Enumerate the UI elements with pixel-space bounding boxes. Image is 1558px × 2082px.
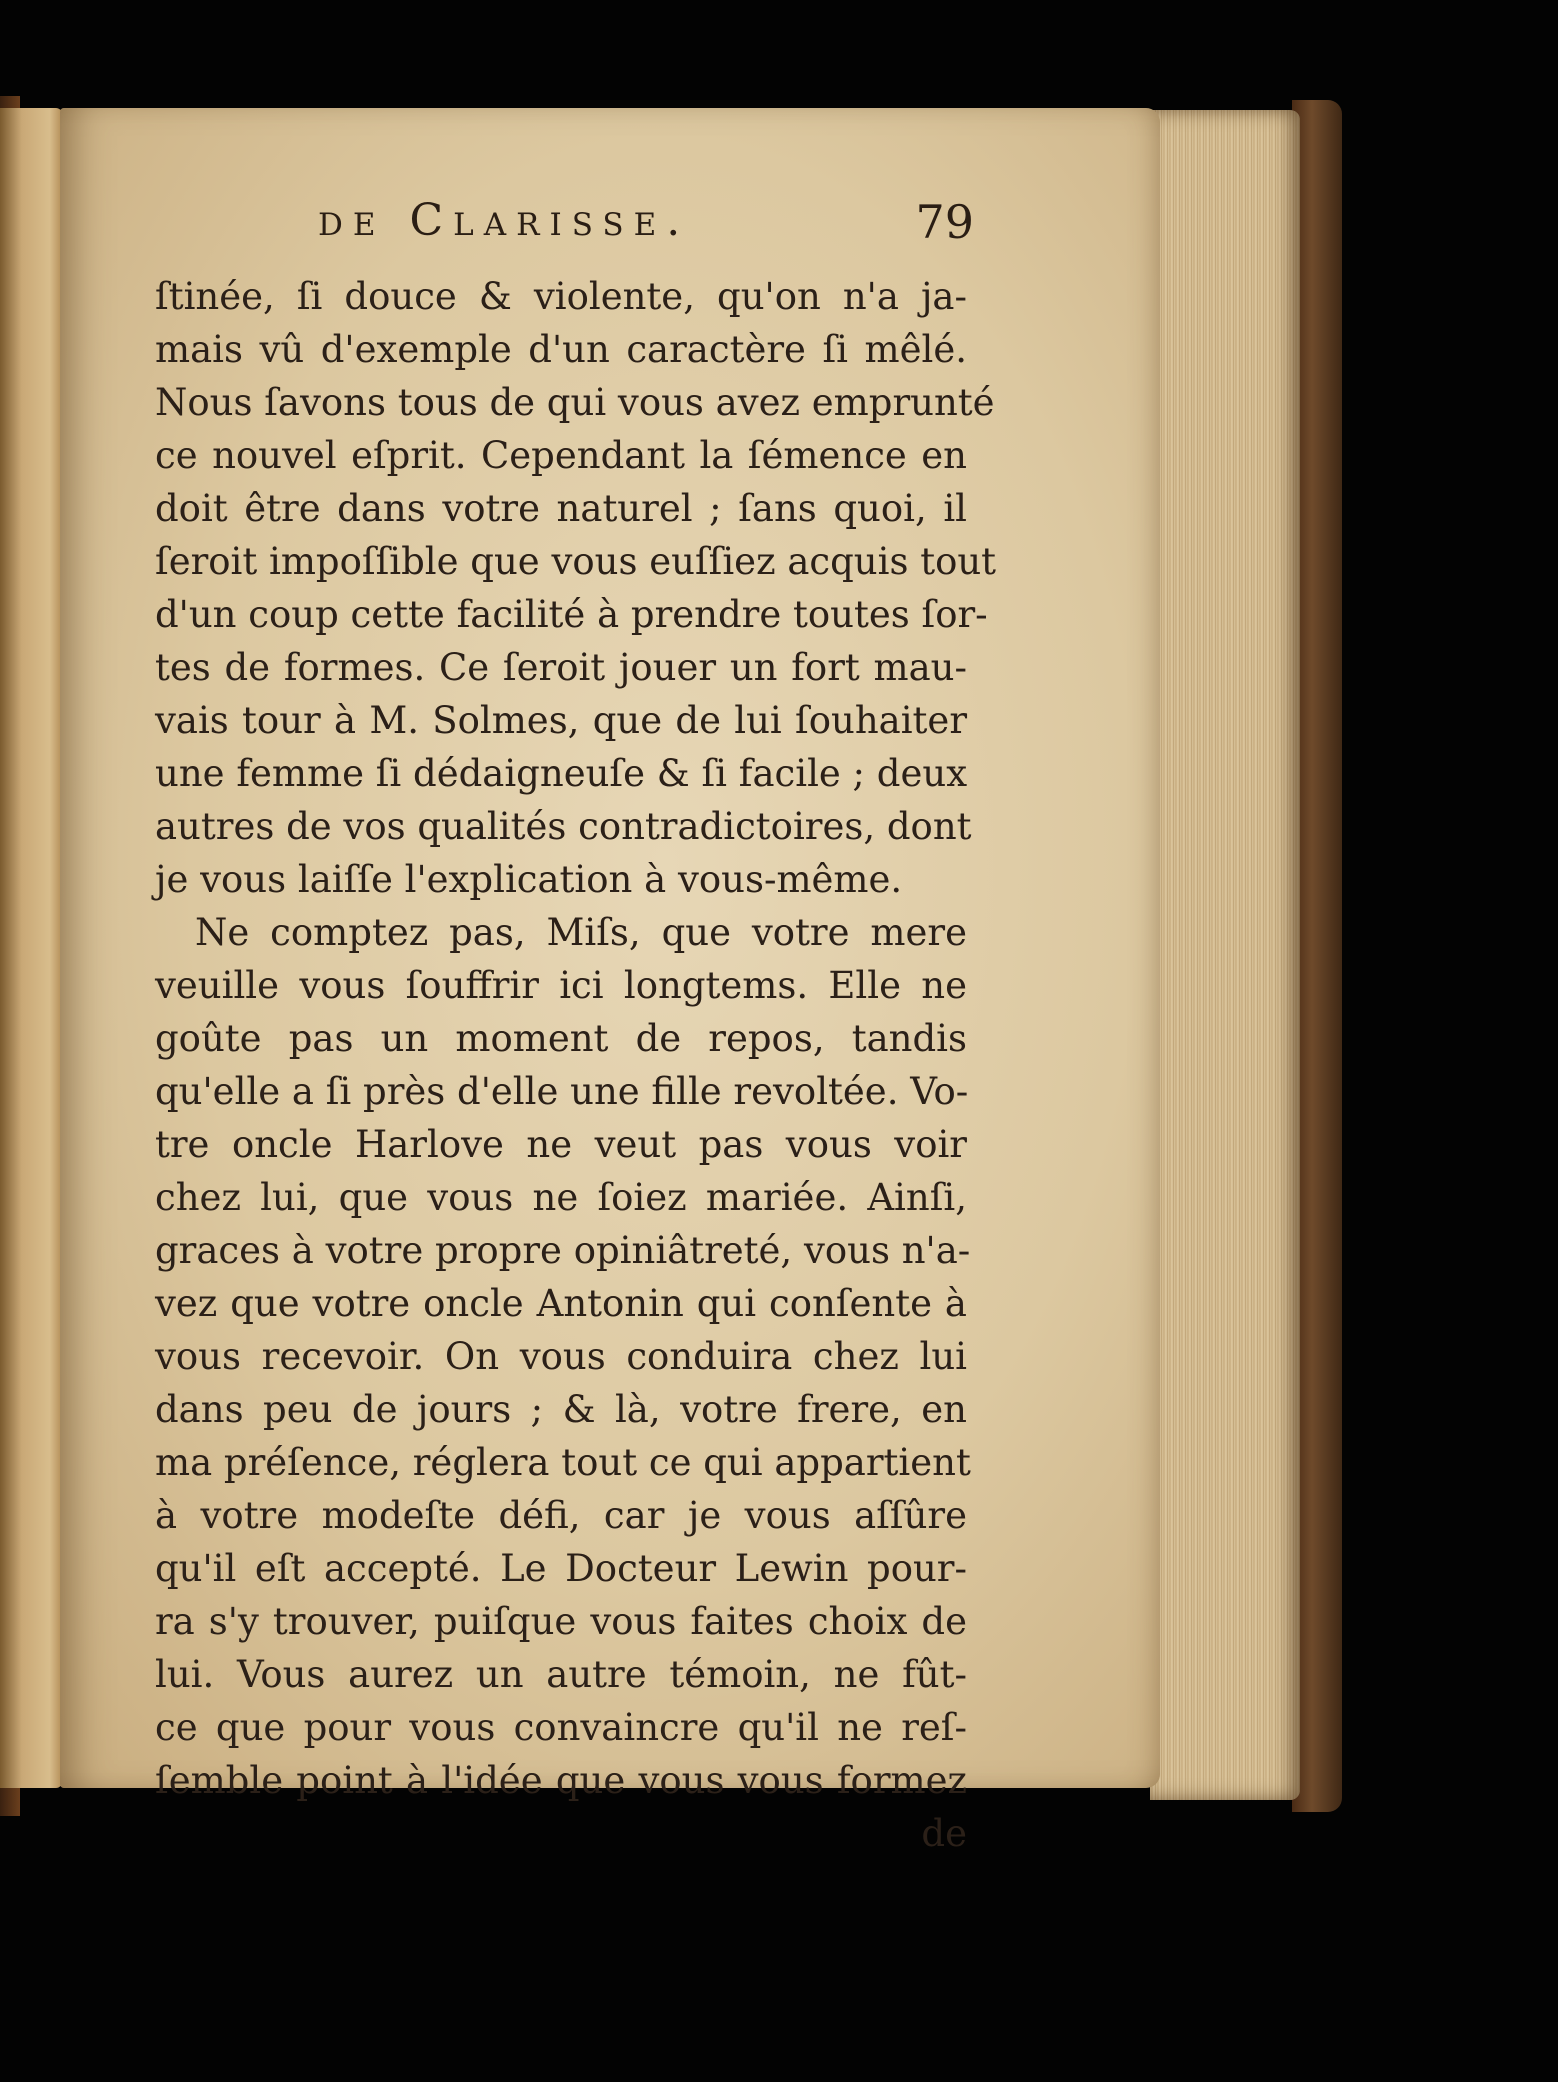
text-line: ce nouvel eſprit. Cependant la ſémence en [155,434,967,477]
text-line: doit être dans votre naturel ; ſans quoi, il [155,487,967,530]
running-title: de Clarisse. [318,195,691,246]
text-line: mais vû d'exemple d'un caractère ſi mêlé. [155,328,967,371]
text-line: ſeroit impoſſible que vous euſſiez acquis tout [155,540,997,583]
text-line: tre oncle Harlove ne veut pas vous voir [155,1123,967,1166]
text-line: vous recevoir. On vous conduira chez lui [155,1335,967,1378]
text-line: qu'il eſt accepté. Le Docteur Lewin pour- [155,1547,967,1590]
text-line: d'un coup cette facilité à prendre toutes ſor- [155,593,988,636]
previous-page-edge [0,108,62,1788]
text-line: ce que pour vous convaincre qu'il ne reſ- [155,1706,967,1749]
text-line: à votre modeſte défi, car je vous aſſûre [155,1494,967,1537]
text-line: vais tour à M. Solmes, que de lui ſouhaiter [155,699,967,742]
text-line: une femme ſi dédaigneuſe & ſi facile ; deux [155,752,968,795]
text-line: vez que votre oncle Antonin qui conſente à [155,1282,967,1325]
text-line: Nous ſavons tous de qui vous avez emprunté [155,381,995,424]
text-line: dans peu de jours ; & là, votre frere, en [155,1388,967,1431]
text-line: graces à votre propre opiniâtreté, vous n'a- [155,1229,971,1272]
text-line: chez lui, que vous ne ſoiez mariée. Ainſi, [155,1176,967,1219]
page-number: 79 [915,195,974,249]
text-line: ſemble point à l'idée que vous vous formez [155,1759,967,1802]
text-line: autres de vos qualités contradictoires, dont [155,805,972,848]
text-line: ſtinée, ſi douce & violente, qu'on n'a ja- [155,275,967,318]
body-text [155,270,997,1860]
text-line: lui. Vous aurez un autre témoin, ne fût- [155,1653,967,1696]
text-line: goûte pas un moment de repos, tandis [155,1017,967,1060]
text-line: ra s'y trouver, puiſque vous faites choix de [155,1600,967,1643]
text-line: je vous laiſſe l'explication à vous-même. [155,858,903,901]
text-line: Ne comptez pas, Miſs, que votre mere [195,911,967,954]
text-line: tes de formes. Ce ſeroit jouer un fort mau- [155,646,967,689]
text-line: ma préſence, réglera tout ce qui appartient [155,1441,971,1484]
text-line: qu'elle a ſi près d'elle une fille revoltée. Vo- [155,1070,969,1113]
text-line: veuille vous ſouffrir ici longtems. Elle ne [155,964,967,1007]
catchword: de [921,1812,967,1855]
running-head [318,195,974,255]
page-edges [1150,110,1300,1800]
